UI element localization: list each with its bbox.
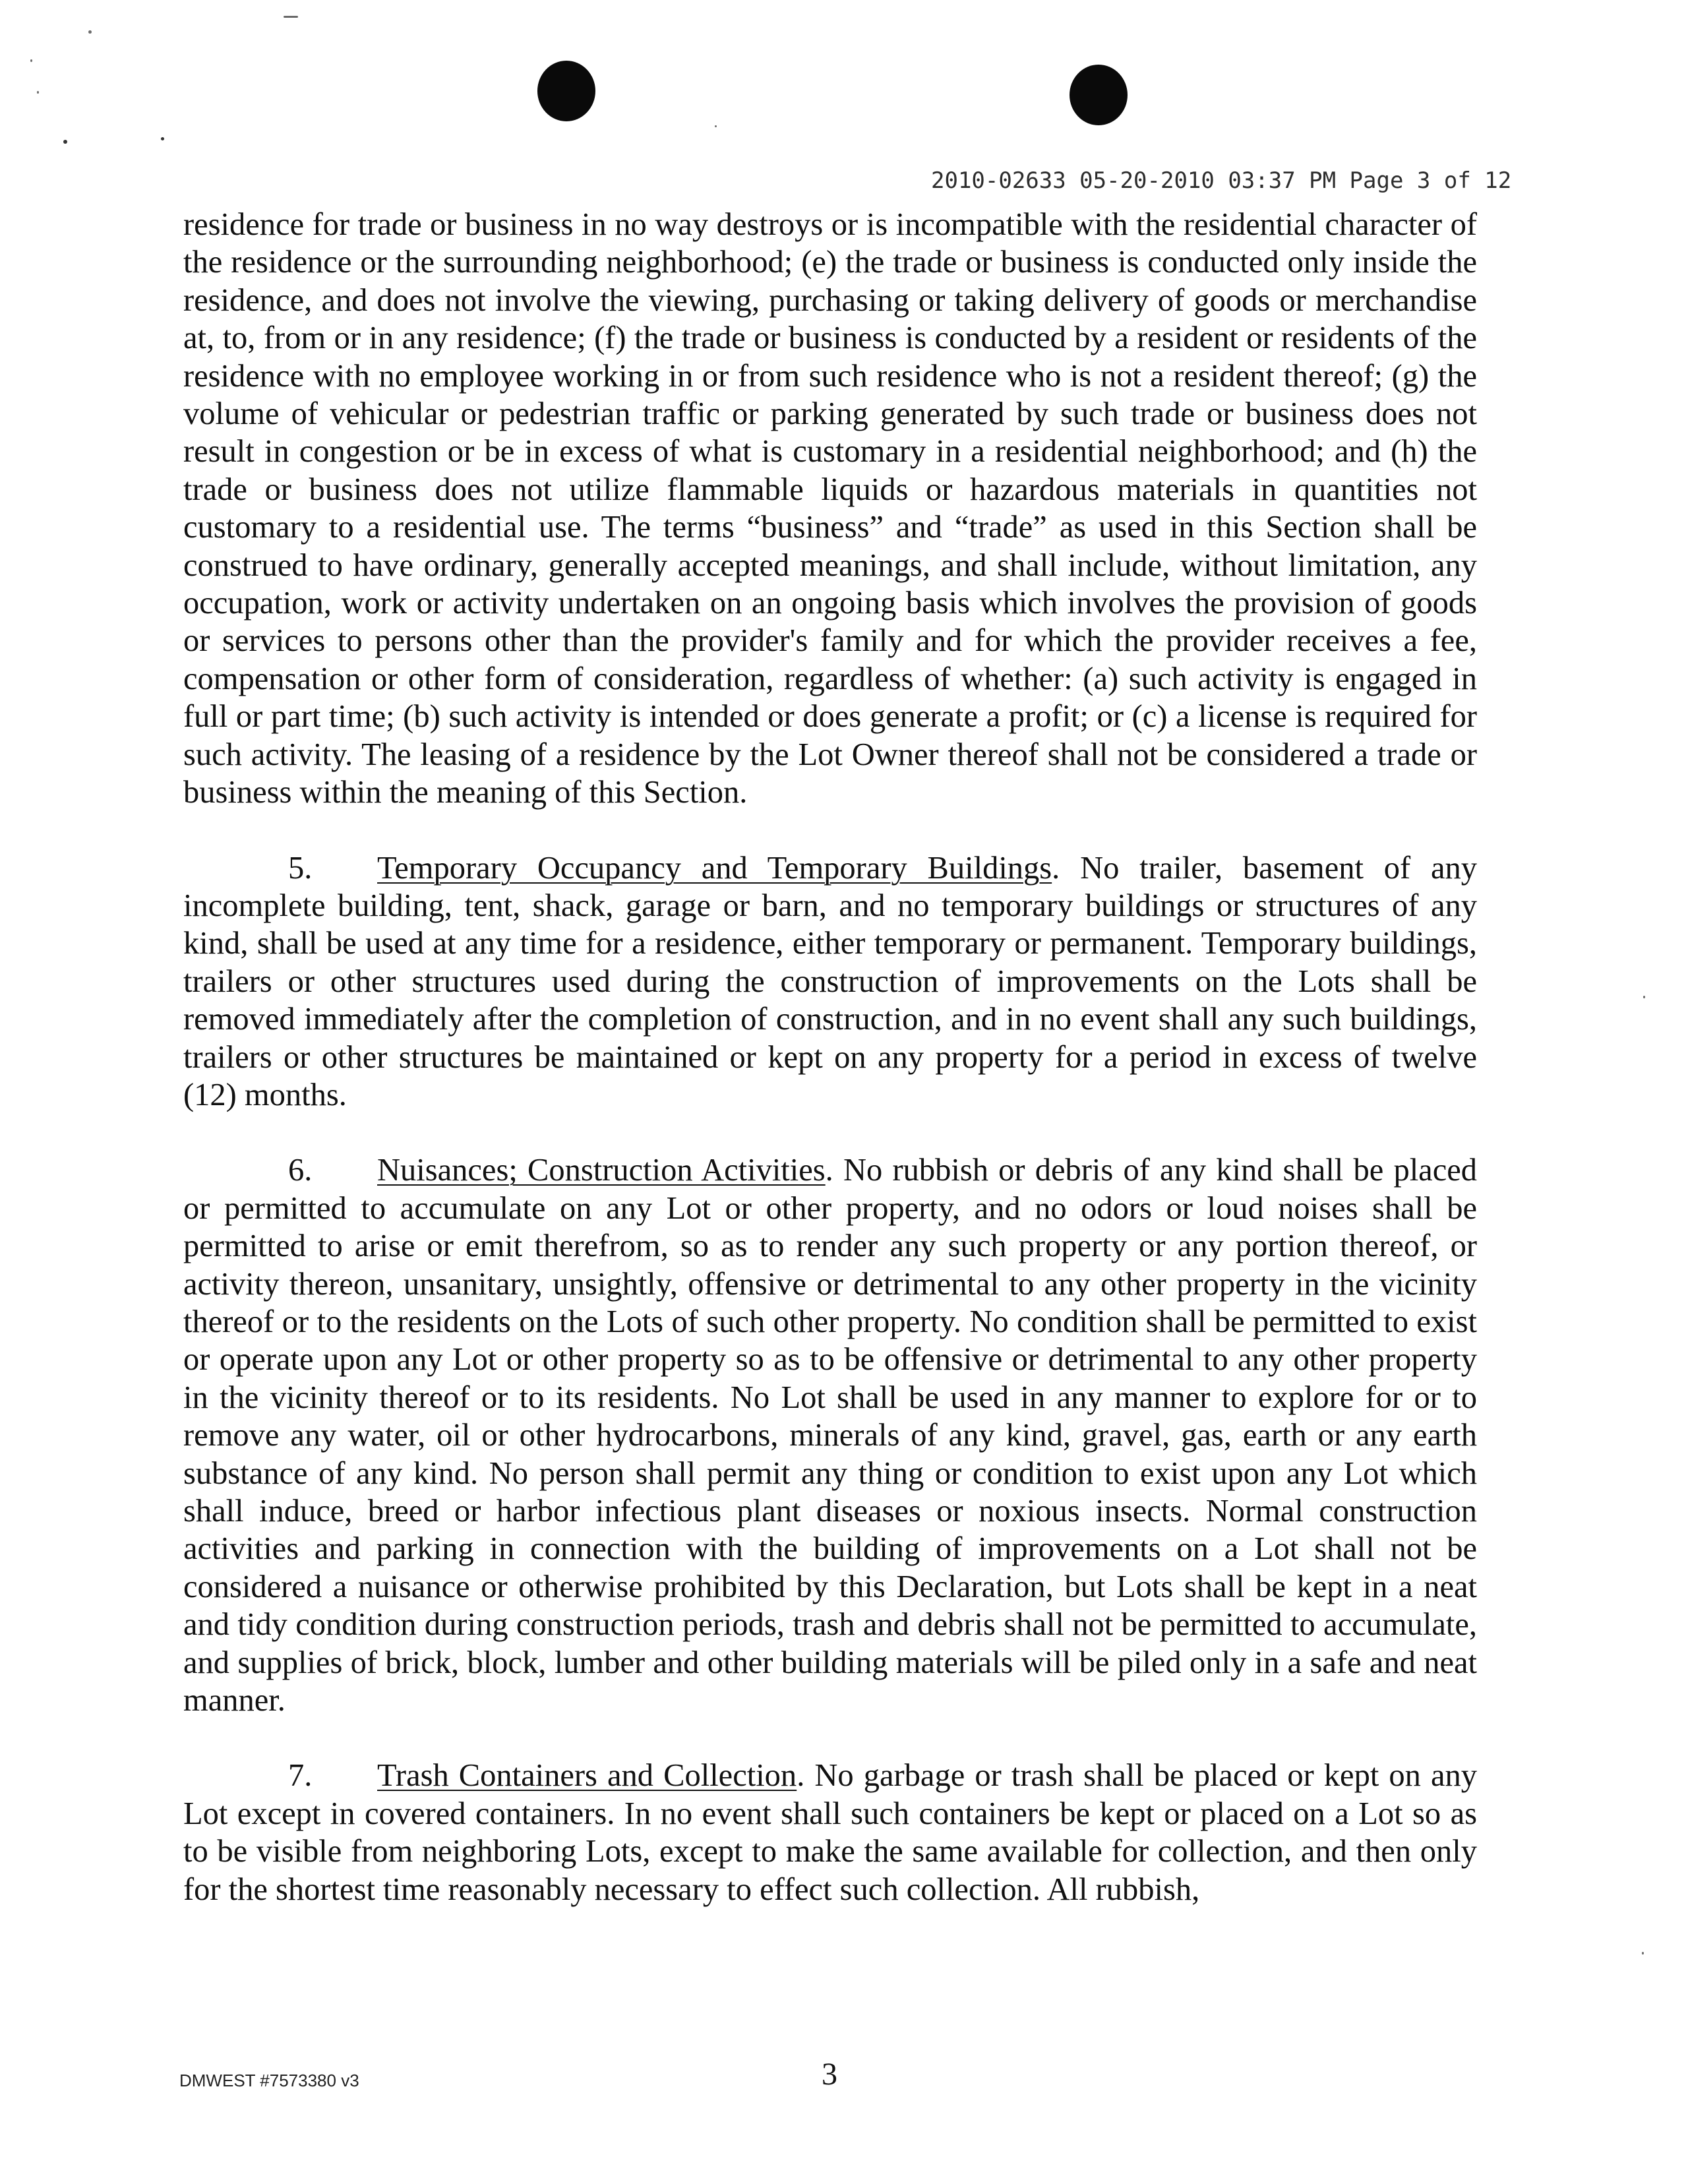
scan-speck <box>1643 996 1645 998</box>
section-number: 7. <box>288 1758 313 1794</box>
scan-speck <box>37 91 39 94</box>
section-7 <box>183 1757 1477 1908</box>
section-heading: Nuisances; Construction Activities <box>377 1153 826 1188</box>
section-heading: Temporary Occupancy and Temporary Buildings <box>377 850 1052 886</box>
punch-hole-right <box>1070 65 1128 125</box>
footer-page-number: 3 <box>822 2057 837 2092</box>
section-text: . No garbage or trash shall be placed or kept on any Lot except in covered containers. In no event shall such containers be kept or placed on a Lot so as to be visible from neighboring Lots, except to make the same available for collection, and then only for the shortest time reasonably necessary to effect such collection. All rubbish, <box>183 1758 1478 1907</box>
section-5 <box>183 849 1477 1114</box>
section-number: 6. <box>288 1153 313 1188</box>
section-heading: Trash Containers and Collection <box>377 1758 797 1794</box>
paragraph-text: residence for trade or business in no way destroys or is incompatible with the residential character of the residence or the surrounding neighborhood; (e) the trade or business is conducted only inside the residence, and does not involve the viewing, purchasing or taking delivery of goods or merchandise at, to, from or in any residence; (f) the trade or business is conducted by a resident or residents of the residence with no employee working in or from such residence who is not a resident thereof; (g) the volume of vehicular or pedestrian traffic or parking generated by such trade or business does not result in congestion or be in excess of what is customary in a residential neighborhood; and (h) the trade or business does not utilize flammable liquids or hazardous materials in quantities not customary to a residential use. The terms “business” and “trade” as used in this Section shall be construed to have ordinary, generally accepted meanings, and shall include, without limitation, any occupation, work or activity undertaken on an ongoing basis which involves the provision of goods or services to persons other than the provider's family and for which the provider receives a fee, compensation or other form of consideration, regardless of whether: (a) such activity is engaged in full or part time; (b) such activity is intended or does generate a profit; or (c) a license is required for such activity. The leasing of a residence by the Lot Owner thereof shall not be considered a trade or business within the meaning of this Section. <box>183 207 1477 810</box>
section-number: 5. <box>288 850 313 886</box>
scan-speck <box>715 125 717 127</box>
document-body <box>183 206 1477 1946</box>
punch-hole-left <box>537 61 595 121</box>
paragraph-continued <box>183 206 1477 812</box>
scan-speck <box>63 140 67 144</box>
scan-speck <box>161 137 164 140</box>
section-text: . No rubbish or debris of any kind shall be placed or permitted to accumulate on any Lot or other property, and no odors or loud noises shall be permitted to arise or emit therefrom, so as to render any such property or any portion thereof, or activity thereon, unsanitary, unsightly, offensive or detrimental to any other property in the vicinity thereof or to the residents on the Lots of such other property. No condition shall be permitted to exist or operate upon any Lot or other property so as to be offensive or detrimental to any other property in the vicinity thereof or to its residents. No Lot shall be used in any manner to explore for or to remove any water, oil or other hydrocarbons, minerals of any kind, gravel, gas, earth or any earth substance of any kind. No person shall permit any thing or condition to exist upon any Lot which shall induce, breed or harbor infectious plant diseases or noxious insects. Normal construction activities and parking in connection with the building of improvements on a Lot shall not be considered a nuisance or otherwise prohibited by this Declaration, but Lots shall be kept in a neat and tidy condition during construction periods, trash and debris shall not be permitted to accumulate, and supplies of brick, block, lumber and other building materials will be piled only in a safe and neat manner. <box>183 1153 1477 1718</box>
scan-speck <box>88 30 92 34</box>
section-text: . No trailer, basement of any incomplete building, tent, shack, garage or barn, and no temporary buildings or structures of any kind, shall be used at any time for a residence, either temporary or permanent. Temporary buildings, trailers or other structures used during the construction of improvements on the Lots shall be removed immediately after the completion of construction, and in no event shall any such buildings, trailers or other structures be maintained or kept on any property for a period in excess of twelve (12) months. <box>183 850 1477 1112</box>
footer-document-id: DMWEST #7573380 v3 <box>179 2071 359 2090</box>
scan-speck <box>30 59 32 62</box>
section-6 <box>183 1151 1477 1719</box>
scan-speck <box>1642 1952 1644 1955</box>
filing-stamp: 2010-02633 05-20-2010 03:37 PM Page 3 of 12 <box>931 167 1512 194</box>
scan-speck <box>284 16 298 18</box>
